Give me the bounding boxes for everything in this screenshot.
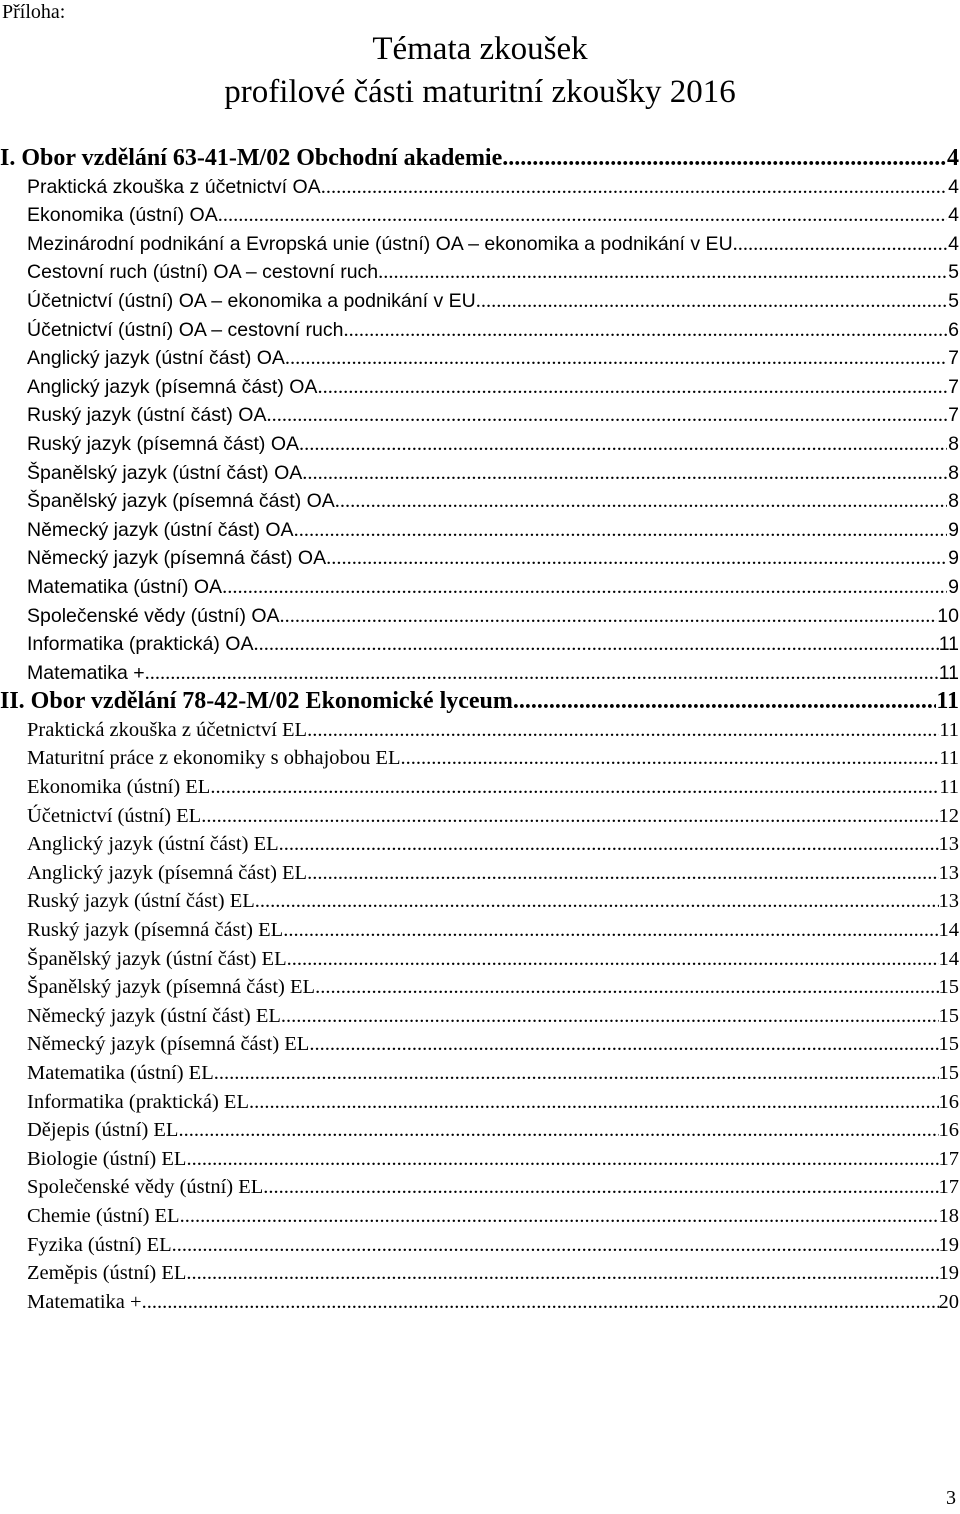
toc-entry-label: Dějepis (ústní) EL [27, 1119, 179, 1142]
toc-dot-leader [335, 487, 947, 516]
toc-dot-leader [201, 802, 938, 831]
toc-dot-leader [302, 459, 947, 488]
toc-entry-label: Společenské vědy (ústní) OA [27, 604, 280, 627]
toc-entry-page: 4 [948, 204, 959, 227]
toc-entry[interactable] [27, 258, 959, 287]
toc-entry-label: Německý jazyk (ústní část) OA [27, 518, 294, 541]
toc-entry-page: 19 [938, 1262, 959, 1285]
toc-dot-leader [378, 258, 947, 287]
toc-entry[interactable] [27, 887, 959, 916]
toc-entry-label: Matematika + [27, 661, 145, 684]
toc-entry-page: 4 [948, 232, 959, 255]
toc-dot-leader [307, 859, 938, 888]
toc-entry-page: 11 [939, 718, 959, 741]
toc-entry-page: 17 [938, 1176, 959, 1199]
toc-entry[interactable] [27, 1231, 959, 1260]
toc-entry-label: Anglický jazyk (písemná část) OA [27, 375, 318, 398]
toc-entry-page: 4 [947, 145, 959, 171]
toc-entry-page: 14 [938, 919, 959, 942]
toc-entry-page: 7 [948, 347, 959, 370]
toc-dot-leader [145, 659, 939, 688]
toc-entry-page: 13 [938, 861, 959, 884]
toc-entry-label: Španělský jazyk (ústní část) EL [27, 947, 287, 970]
toc-dot-leader [281, 1002, 939, 1031]
toc-entry-page: 11 [939, 776, 959, 799]
toc-entry[interactable] [27, 1116, 959, 1145]
toc-entry[interactable] [27, 802, 959, 831]
toc-dot-leader [299, 430, 947, 459]
toc-entry[interactable] [27, 287, 959, 316]
toc-dot-leader [249, 1088, 939, 1117]
toc-dot-leader [172, 1231, 939, 1260]
toc-dot-leader [317, 373, 947, 402]
page-number: 3 [946, 1487, 956, 1509]
toc-entry[interactable] [27, 773, 959, 802]
toc-entry-page: 4 [948, 175, 959, 198]
toc-dot-leader [280, 602, 938, 631]
toc-entry[interactable] [27, 1288, 959, 1317]
toc-entry-page: 16 [938, 1119, 959, 1142]
toc-entry-page: 5 [948, 261, 959, 284]
toc-dot-leader [400, 744, 939, 773]
toc-entry-label: Španělský jazyk (ústní část) OA [27, 461, 303, 484]
toc-entry-page: 11 [936, 688, 959, 715]
toc-entry-page: 13 [938, 833, 959, 856]
toc-entry-page: 9 [948, 518, 959, 541]
toc-dot-leader [178, 1116, 938, 1145]
toc-dot-leader [285, 344, 947, 373]
toc-entry[interactable] [27, 1088, 959, 1117]
toc-dot-leader [321, 173, 947, 202]
toc-entry-label: Ekonomika (ústní) EL [27, 776, 211, 799]
toc-entry[interactable] [27, 859, 959, 888]
toc-entry[interactable] [27, 630, 959, 659]
toc-entry[interactable] [27, 373, 959, 402]
toc-dot-leader [214, 1059, 939, 1088]
toc-entry-page: 15 [938, 1004, 959, 1027]
toc-entry[interactable] [27, 659, 959, 688]
toc-entry-label: Účetnictví (ústní) OA – cestovní ruch [27, 318, 344, 341]
attachment-label: Příloha: [2, 1, 66, 23]
toc-entry[interactable] [27, 1202, 959, 1231]
toc-dot-leader [222, 573, 947, 602]
toc-dot-leader [502, 144, 947, 173]
toc-entry-page: 19 [938, 1233, 959, 1256]
toc-entry-label: Účetnictví (ústní) EL [27, 804, 202, 827]
toc-entry-page: 5 [948, 289, 959, 312]
toc-dot-leader [263, 1173, 938, 1202]
toc-entry[interactable] [27, 544, 959, 573]
toc-entry-page: 10 [937, 604, 959, 627]
table-of-contents [0, 144, 959, 1316]
toc-dot-leader [218, 201, 947, 230]
toc-entry-label: Německý jazyk (písemná část) OA [27, 547, 327, 570]
toc-entry-label: Anglický jazyk (ústní část) OA [27, 347, 285, 370]
toc-entry-label: Anglický jazyk (ústní část) EL [27, 833, 279, 856]
toc-entry[interactable] [27, 430, 959, 459]
toc-entry[interactable] [27, 1173, 959, 1202]
toc-dot-leader [294, 516, 947, 545]
toc-dot-leader [255, 887, 939, 916]
toc-dot-leader [186, 1145, 938, 1174]
toc-entry-label: Anglický jazyk (písemná část) EL [27, 861, 308, 884]
toc-dot-leader [315, 973, 938, 1002]
toc-entry-label: Německý jazyk (písemná část) EL [27, 1033, 310, 1056]
toc-dot-leader [326, 544, 947, 573]
toc-entry-label: Ekonomika (ústní) OA [27, 204, 218, 227]
toc-entry-label: Společenské vědy (ústní) EL [27, 1176, 264, 1199]
toc-dot-leader [733, 230, 947, 259]
toc-entry-page: 9 [948, 575, 959, 598]
toc-entry-label: Ruský jazyk (ústní část) EL [27, 890, 255, 913]
toc-entry[interactable] [27, 945, 959, 974]
toc-entry-page: 11 [939, 747, 959, 770]
toc-entry[interactable] [27, 230, 959, 259]
toc-dot-leader [343, 316, 947, 345]
toc-entry[interactable] [27, 316, 959, 345]
toc-dot-leader [307, 716, 939, 745]
toc-entry[interactable] [27, 744, 959, 773]
toc-entry-page: 6 [948, 318, 959, 341]
toc-dot-leader [253, 630, 938, 659]
toc-entry[interactable] [27, 830, 959, 859]
toc-entry-label: Matematika + [27, 1290, 142, 1313]
toc-entry-label: Praktická zkouška z účetnictví EL [27, 718, 308, 741]
toc-entry-page: 8 [948, 432, 959, 455]
toc-dot-leader [186, 1259, 938, 1288]
toc-entry-page: 14 [938, 947, 959, 970]
toc-entry-label: Ruský jazyk (ústní část) OA [27, 404, 267, 427]
toc-entry-label: Maturitní práce z ekonomiky s obhajobou EL [27, 747, 401, 770]
toc-entry[interactable] [27, 973, 959, 1002]
toc-entry-page: 15 [938, 1033, 959, 1056]
document-title: Témata zkoušek [372, 31, 588, 67]
toc-dot-leader [309, 1030, 938, 1059]
toc-entry-label: Španělský jazyk (písemná část) EL [27, 976, 316, 999]
toc-entry[interactable] [27, 1002, 959, 1031]
toc-entry[interactable] [27, 916, 959, 945]
toc-entry-page: 7 [948, 375, 959, 398]
toc-entry-page: 13 [938, 890, 959, 913]
toc-entry-label: II. Obor vzdělání 78-42-M/02 Ekonomické lyceum [0, 688, 513, 715]
toc-dot-leader [287, 945, 939, 974]
toc-entry-label: Německý jazyk (ústní část) EL [27, 1004, 281, 1027]
toc-entry-label: Informatika (praktická) OA [27, 633, 254, 656]
toc-entry-label: Praktická zkouška z účetnictví OA [27, 175, 321, 198]
toc-entry-page: 16 [938, 1090, 959, 1113]
toc-dot-leader [210, 773, 939, 802]
toc-entry[interactable] [27, 1145, 959, 1174]
toc-entry[interactable] [27, 602, 959, 631]
toc-entry-page: 15 [938, 976, 959, 999]
toc-entry[interactable] [27, 173, 959, 202]
toc-entry-label: Chemie (ústní) EL [27, 1204, 180, 1227]
toc-entry-page: 8 [948, 490, 959, 513]
toc-entry-page: 17 [938, 1147, 959, 1170]
toc-entry-label: Biologie (ústní) EL [27, 1147, 187, 1170]
toc-entry-page: 8 [948, 461, 959, 484]
toc-entry-page: 20 [938, 1290, 959, 1313]
toc-entry-label: Matematika (ústní) EL [27, 1062, 214, 1084]
toc-entry[interactable] [27, 487, 959, 516]
toc-dot-leader [279, 830, 939, 859]
toc-entry-page: 7 [948, 404, 959, 427]
toc-entry-label: Mezinárodní podnikání a Evropská unie (ústní) OA – ekonomika a podnikání v EU [27, 232, 733, 255]
toc-entry-label: Cestovní ruch (ústní) OA – cestovní ruch [27, 261, 379, 284]
toc-entry[interactable] [27, 401, 959, 430]
toc-entry[interactable] [27, 516, 959, 545]
toc-entry-label: I. Obor vzdělání 63-41-M/02 Obchodní akademie [0, 145, 503, 171]
document-subtitle: profilové části maturitní zkoušky 2016 [224, 74, 736, 110]
toc-dot-leader [513, 687, 936, 716]
toc-entry-label: Informatika (praktická) EL [27, 1090, 249, 1113]
toc-entry-label: Zeměpis (ústní) EL [27, 1262, 187, 1285]
toc-entry[interactable] [27, 459, 959, 488]
toc-dot-leader [142, 1288, 939, 1317]
toc-entry-page: 11 [938, 661, 959, 684]
toc-entry[interactable] [27, 573, 959, 602]
toc-entry[interactable] [27, 716, 959, 745]
toc-entry[interactable] [27, 1030, 959, 1059]
toc-entry[interactable] [27, 1059, 959, 1088]
toc-entry-label: Účetnictví (ústní) OA – ekonomika a podnikání v EU [27, 289, 476, 312]
toc-section-heading[interactable] [0, 687, 959, 716]
toc-entry-page: 15 [938, 1062, 959, 1084]
toc-entry-label: Španělský jazyk (písemná část) OA [27, 490, 335, 513]
toc-entry-page: 18 [938, 1204, 959, 1227]
toc-section-heading[interactable] [0, 144, 959, 173]
toc-entry-label: Ruský jazyk (písemná část) EL [27, 919, 284, 942]
toc-entry-label: Ruský jazyk (písemná část) OA [27, 432, 299, 455]
toc-entry-page: 12 [938, 804, 959, 827]
toc-entry-page: 11 [938, 633, 959, 656]
toc-entry-label: Matematika (ústní) OA [27, 575, 223, 598]
toc-entry[interactable] [27, 344, 959, 373]
toc-entry[interactable] [27, 1259, 959, 1288]
toc-dot-leader [283, 916, 938, 945]
toc-dot-leader [266, 401, 947, 430]
toc-entry[interactable] [27, 201, 959, 230]
toc-entry-label: Fyzika (ústní) EL [27, 1233, 172, 1256]
toc-entry-page: 9 [948, 547, 959, 570]
toc-dot-leader [476, 287, 947, 316]
toc-dot-leader [180, 1202, 939, 1231]
